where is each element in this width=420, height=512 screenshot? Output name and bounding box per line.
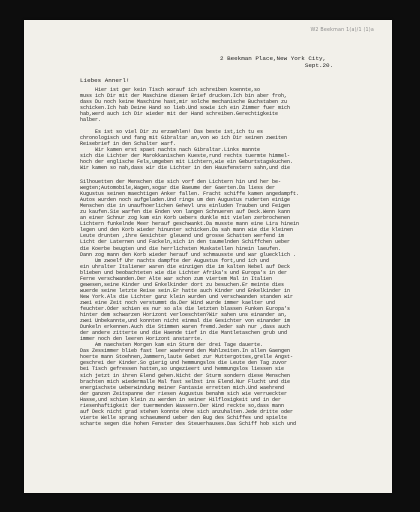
text-line: an einer Schnur zog kam ein Korb uebers dunkle mit vielen zerbrochenen: [80, 215, 291, 222]
text-line: hoerte mann Stoehnen,Jammern,laute Gebet zur Muttergottes,grelle Angst-: [80, 354, 294, 361]
text-line: Am naechsten Morgen kam ein Sturm der drei Tage dauerte.: [80, 342, 264, 349]
text-line: auf Deck nicht grad stehen konnte ohne sich anzuhalten.Jede dritte oder: [80, 408, 294, 415]
text-line: Silhouetten der Menschen die sich vorf den Lichtern hin und her be-: [80, 179, 282, 185]
text-line: der andere zitterte und die Haende tief in die Mantletaschen grub und: [80, 330, 288, 337]
text-line: feuchter.Oder schien es nur so als die letzten blassen Funken Europa's: [80, 305, 291, 312]
text-line: Dunkeln erkennen.Auch die Stimmen waren fremd.Jeder sah nur ,dass auch: [80, 324, 291, 331]
paragraph-intro: [80, 87, 290, 123]
text-line: zwei eine Zeit noch verstummt da.Der Wind wurde immer kaelter und: [80, 299, 276, 306]
letter-page: [24, 20, 392, 493]
text-line: dass Du noch keine Maschine hast,mir solche mechanische Buchstaben zu: [80, 99, 288, 106]
greeting: Liebes Annerl!: [80, 77, 130, 84]
text-line: Wir kamen erst spaet nachts nach Gibraltar.Links mannte: [80, 147, 261, 154]
text-line: Autos wurden noch aufgeladen.Und rings um den Augustus ruderten einige: [80, 197, 291, 204]
text-line: Wir kamen so nah,dass wir die Lichter in den Hausfenstern sahn,und die: [80, 165, 291, 172]
text-line: Leute drunten ,ihre Gesichter gleuend und grosse Schatten werfend im: [80, 233, 285, 240]
text-line: sich jetzt in ihren Elend gehen.Nicht der Sturm sondern diese Menschen: [80, 372, 291, 379]
text-line: Menschen die in unaufhoerlichen Gehevl uns einluden Trauben und Feigen: [80, 203, 291, 210]
text-line: Es ist so viel Dir zu erzaehlen! Das beste ist,ich tu es: [80, 129, 264, 135]
text-line: der ganzen Zeitspanne der riesen Augustus benahm sich wie verrueckter: [80, 390, 288, 397]
text-line: geschrei der Kinder.So gierig und hemmungslos die Leute den Tag zuvor: [80, 360, 288, 367]
text-line: gewesen,seine Kinder und Enkelkinder dort zu besuchen.Er meinte dies: [80, 281, 285, 288]
text-line: legen und den Korb wieder hinunter schicken.Da sah mann wie die kleinen: [80, 227, 294, 234]
text-line: immer noch den leeren Horizont anstarrte.: [80, 336, 204, 343]
text-line: zwei Unbekannte,und konnten nicht einmal die Gesichter von einander im: [80, 318, 291, 325]
text-line: Um zwoelf Uhr nachts dampfte der Augustus fort,und ich und: [80, 257, 270, 264]
text-line: schicken.Ich hab Deine Hand so lieb.Und sowie ich ein Zimmer fuer mich: [80, 105, 291, 112]
text-line: brachten mich wiedermalle Mal fast selbst ins Elend.Nur Flucht und die: [80, 378, 291, 385]
paragraph-gibraltar: [80, 129, 293, 171]
text-line: Dann zog mann den Korb wieder herauf und schmausste und war gluecklich .: [80, 251, 297, 258]
paragraph-voyage: [80, 179, 299, 427]
text-line: hab,werd auch ich Dir wieder mit der Hand schreiben.Gerechtigkeite: [80, 111, 279, 118]
text-line: hoch der englische Fels,umgeben mit Lichtern,wie ein Geburtstagskuchen.: [80, 159, 294, 166]
text-line: Licht der Laternen und Fackeln,sich in den taumelnden Schiffchen ueber: [80, 239, 291, 246]
text-line: New York.Als die Lichter ganz klein wurden und verschwanden standen wir: [80, 293, 294, 300]
text-line: wuerde seine letzte Reise sein.Er hatte auch Kinder und Enkelkinder in: [80, 287, 291, 294]
text-line: Reisebrief in den Schalter warf.: [80, 141, 177, 148]
text-line: hinter dem schwarzen Horizont verloeschten?Wir sahen uns einander an,: [80, 312, 288, 319]
text-line: Ferne verschwanden.Der Alte war schon zum viertem Mal in Italien: [80, 275, 273, 282]
text-line: Hasse,und schien klein zu werden in seiner Hilflosigkeit und in der: [80, 396, 282, 403]
text-line: muss ich Dir mit der Maschine diesen Brief drucken.Ich bin aber froh,: [80, 93, 288, 100]
address-line-1: 2 Beekman Place,New York City,: [220, 55, 327, 62]
sender-address: [220, 55, 333, 69]
text-line: Lichtern funkelnde Meer herauf geschwankt.Da musste mann eine Lira hinein: [80, 221, 300, 228]
text-line: vierte Welle sprang schaeumend ueber den Bug des Schiffes und spielte: [80, 414, 288, 421]
text-line: sich die Lichter der Marokkanischen Kueste,rund rechts tuermte himmel-: [80, 153, 291, 160]
archive-pencil-mark: W2 Beekman 1(a)/1 (1)a: [310, 28, 374, 33]
text-line: die Koerbe beugten und die herrlichsten Muskatellen hinein laeufen.: [80, 245, 282, 252]
text-line: chronologisch und fang mit Gibraltar an,von wo ich Dir seinen zweiten: [80, 135, 288, 142]
text-line: Hier ist ger kein Tisch worauf ich schreiben koennte,so: [80, 87, 261, 93]
text-line: halber.: [80, 117, 102, 124]
text-line: riesenhaftigkeit der tuermenden Wassern.Der Wind reckte so,dass mann: [80, 402, 285, 409]
text-line: Kugustus seinen maechtigen Anker fallen. Fracht schiffe kamen angedampft.: [80, 191, 300, 198]
text-line: wegten;Automobile,Wagen,sogar die Baeume der Gaerten.Da liess der: [80, 185, 276, 192]
text-line: bei Tisch gefressen hatten,so ungezieert und hemmungslos liessen sie: [80, 366, 285, 373]
text-line: scharte segen die hohen Fenster des Steuerhauses.Das Schiff hob sich und: [80, 420, 297, 427]
text-line: ein uhralter Italiener waren die einzigen die im kalten Nebel auf Deck: [80, 263, 291, 270]
letter-date: Sept.20.: [304, 62, 334, 70]
text-line: blieben und beobachteten wie die Lichter Afrika's und Europa's in der: [80, 269, 288, 276]
text-line: Das Zessimmer blieb fast leer waehrend den Mahlzeiten.In allen Gaengen: [80, 348, 291, 355]
text-line: energischste ueberwindung meiner Fantasie erretten mich.Und waehrend: [80, 384, 285, 391]
text-line: zu kaufen.Sie warfen die Enden von langen Schnueren auf Deck.Wenn kann: [80, 209, 291, 216]
